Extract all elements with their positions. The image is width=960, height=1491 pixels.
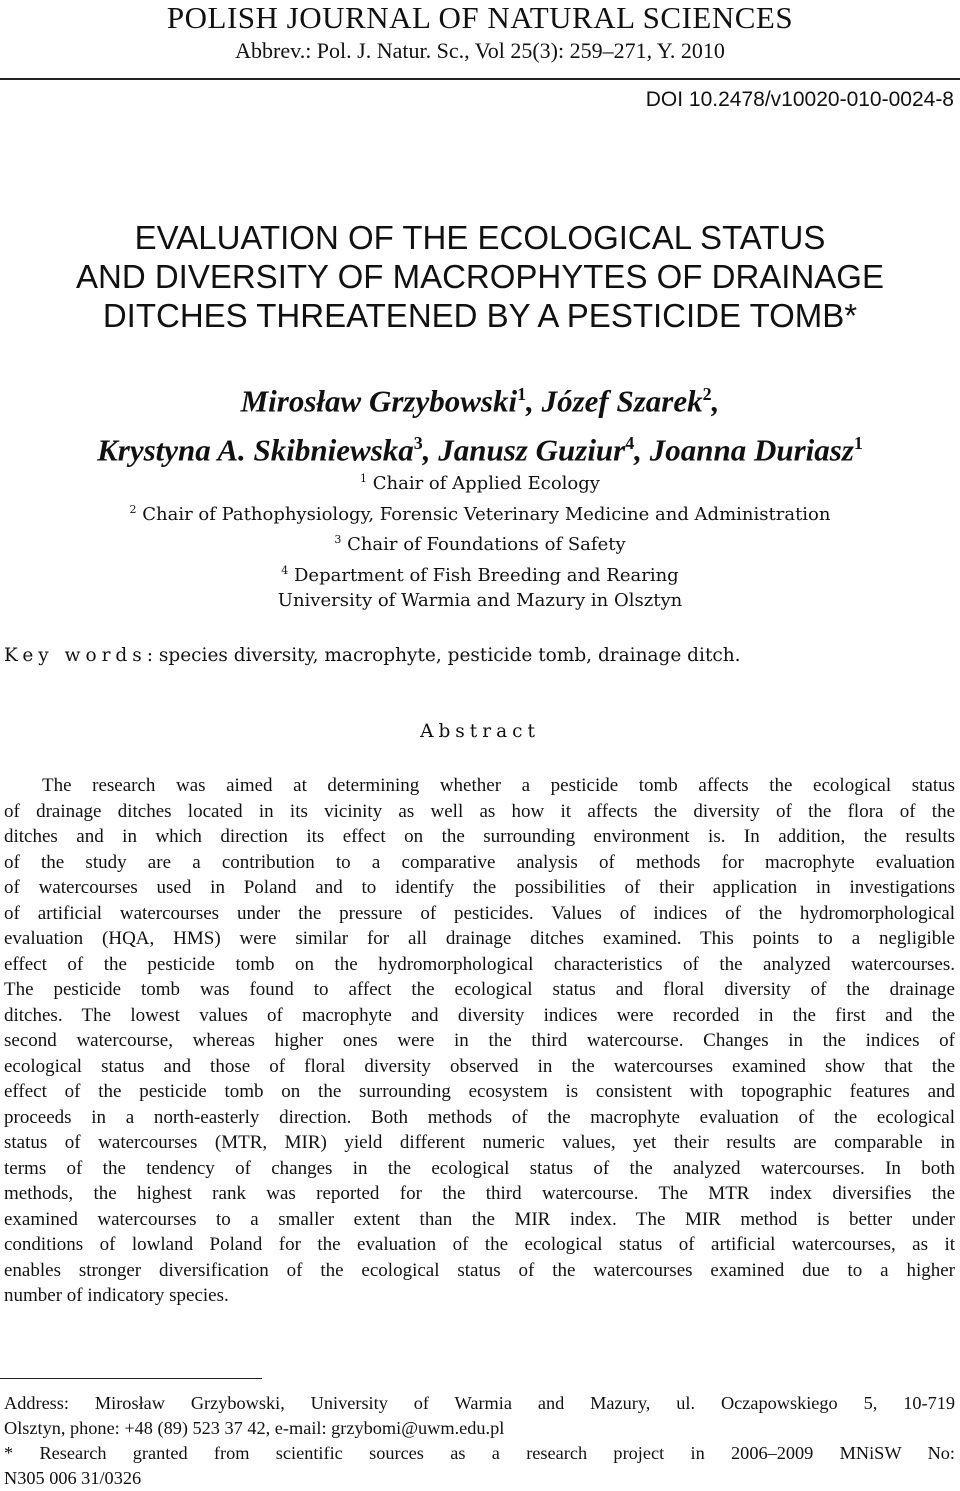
keywords-list: : species diversity, macrophyte, pesticide tomb, drainage ditch.: [146, 645, 741, 666]
author-name: Krystyna A. Skibniewska: [97, 432, 414, 468]
author-affil-mark: 1: [853, 433, 863, 454]
affiliation: [0, 588, 960, 614]
abstract-line: of artificial watercourses under the pressure of pesticides. Values of indices of the hydromorphological: [4, 902, 955, 924]
abstract-line: of drainage ditches located in its vicinity as well as how it affects the diversity of the flora of the: [4, 800, 955, 822]
footnote-line: N305 006 31/0326: [4, 1468, 142, 1488]
author-separator: ,: [422, 432, 439, 468]
abstract-line: proceeds in a north-easterly direction. Both methods of the macrophyte evaluation of the ecological: [4, 1106, 955, 1128]
title-line: AND DIVERSITY OF MACROPHYTES OF DRAINAGE: [75, 258, 884, 295]
title-line: DITCHES THREATENED BY A PESTICIDE TOMB*: [102, 297, 858, 334]
author-affil-mark: 3: [413, 433, 423, 454]
affiliation: [0, 466, 960, 497]
doi: DOI 10.2478/v10020-010-0024-8: [645, 88, 954, 111]
footnote-line: Olsztyn, phone: +48 (89) 523 37 42, e-mail: grzybomi@uwm.edu.pl: [4, 1418, 505, 1438]
abstract-line: terms of the tendency of changes in the ecological status of the analyzed watercourses. In both: [4, 1157, 955, 1179]
affil-text: Chair of Applied Ecology: [367, 473, 600, 494]
abstract-body: [4, 773, 955, 1309]
abstract-line: second watercourse, whereas higher ones were in the third watercourse. Changes in the indices of: [4, 1030, 955, 1051]
abstract-line: number of indicatory species.: [4, 1285, 229, 1306]
article-title: [0, 218, 960, 335]
abstract-line: status of watercourses (MTR, MIR) yield different numeric values, yet their results are comparable in: [4, 1132, 955, 1153]
footnote-line: * Research granted from scientific sources as a research project in 2006–2009 MNiSW No:: [4, 1443, 955, 1463]
author-separator: ,: [711, 383, 720, 419]
title-line: EVALUATION OF THE ECOLOGICAL STATUS: [134, 219, 826, 256]
author-name: Joanna Duriasz: [649, 432, 854, 468]
abstract-line: The research was aimed at determining whether a pesticide tomb affects the ecological status: [42, 775, 955, 796]
abstract-line: ditches and in which direction its effect on the surrounding environment is. In addition, the results: [4, 826, 955, 847]
author-separator: ,: [526, 383, 542, 419]
affil-text: University of Warmia and Mazury in Olsztyn: [277, 590, 683, 611]
footnote-rule: [0, 1378, 262, 1379]
author-name: Janusz Guziur: [438, 432, 626, 468]
footnotes: [4, 1391, 955, 1491]
keywords-label: Key words: [4, 645, 147, 666]
affil-mark: 4: [281, 563, 289, 577]
author-name: Józef Szarek: [541, 383, 703, 419]
affil-mark: 2: [129, 502, 137, 516]
abstract-heading: Abstract: [420, 721, 540, 742]
affiliations: [0, 466, 960, 614]
affil-mark: 3: [334, 533, 342, 546]
author-affil-mark: 2: [702, 384, 712, 404]
abstract-line: The pesticide tomb was found to affect the ecological status and floral diversity of the drainage: [4, 979, 955, 1000]
affil-text: Chair of Foundations of Safety: [341, 534, 626, 555]
abstract-line: of the study are a contribution to a comparative analysis of methods for macrophyte evaluation: [4, 851, 955, 873]
footnote-line: Address: Mirosław Grzybowski, University of Warmia and Mazury, ul. Oczapowskiego 5, 10-719: [4, 1393, 955, 1413]
affil-text: Department of Fish Breeding and Rearing: [288, 564, 679, 586]
author-affil-mark: 1: [517, 384, 527, 404]
author-affil-mark: 4: [625, 433, 635, 454]
abstract-line: of watercourses used in Poland and to identify the possibilities of their application in investigations: [4, 877, 955, 898]
abstract-line: enables stronger diversification of the ecological status of the watercourses examined due to a higher: [4, 1259, 955, 1281]
abstract-line: methods, the highest rank was reported for the third watercourse. The MTR index diversifies the: [4, 1183, 955, 1204]
abstract-line: ditches. The lowest values of macrophyte and diversity indices were recorded in the first and the: [4, 1004, 955, 1026]
affiliation: [0, 527, 960, 558]
abstract-line: evaluation (HQA, HMS) were similar for all drainage ditches examined. This points to a negligible: [4, 928, 955, 949]
author-name: Mirosław Grzybowski: [240, 383, 518, 419]
keywords: [4, 645, 741, 666]
affiliation: [0, 497, 960, 528]
abstract-line: effect of the pesticide tomb on the hydromorphological characteristics of the analyzed watercourses.: [4, 953, 955, 975]
header-rule: [0, 78, 960, 80]
abstract-line: ecological status and those of floral diversity observed in the watercourses examined show that the: [4, 1055, 955, 1077]
affil-text: Chair of Pathophysiology, Forensic Veterinary Medicine and Administration: [136, 503, 831, 525]
abstract-line: effect of the pesticide tomb on the surrounding ecosystem is consistent with topographic features and: [4, 1081, 955, 1102]
author-separator: ,: [634, 432, 650, 468]
affiliation: [0, 558, 960, 589]
journal-abbreviation: Abbrev.: Pol. J. Natur. Sc., Vol 25(3): 259–271, Y. 2010: [235, 38, 725, 63]
journal-title: POLISH JOURNAL OF NATURAL SCIENCES: [166, 0, 794, 35]
abstract-line: conditions of lowland Poland for the evaluation of the ecological status of artificial watercourses, as it: [4, 1234, 955, 1255]
abstract-line: examined watercourses to a smaller extent than the MIR index. The MIR method is better under: [4, 1208, 955, 1230]
affil-mark: 1: [360, 472, 368, 485]
authors: [0, 373, 960, 472]
